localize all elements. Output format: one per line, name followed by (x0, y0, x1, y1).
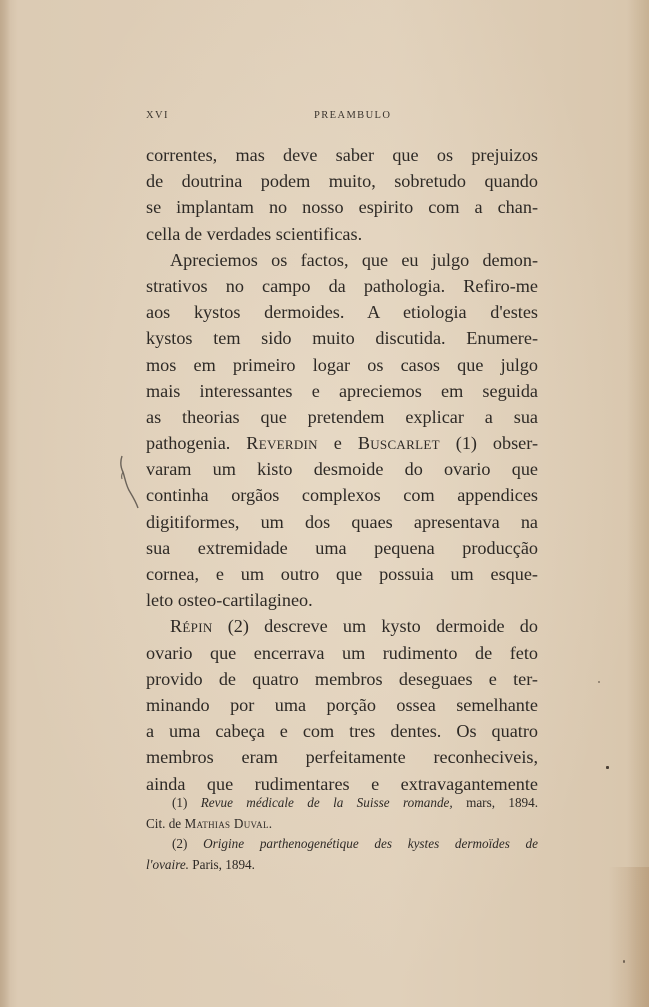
text-fragment: (1) obser- (455, 433, 538, 454)
text-line: as theorias que pretendem explicar a sua (146, 406, 538, 427)
text-line: kystos tem sido muito discutida. Enumere- (146, 328, 538, 349)
text-line (146, 613, 538, 639)
text-line: correntes, mas deve saber que os prejuizos (146, 145, 538, 165)
footnote-1 (146, 793, 538, 814)
footnote-1-cont (146, 814, 538, 835)
text-line: digitiformes, um dos quaes apresentava na (146, 511, 538, 532)
text-line: aos kystos dermoides. A etiologia d'estes (146, 302, 538, 323)
footnote-marker: (1) (172, 795, 188, 810)
page-number: XVI (146, 110, 169, 121)
footnote-author: Mathias Duval. (184, 815, 273, 831)
text-line: provido de quatro membros deseguaes e ter- (146, 668, 538, 689)
footnote-journal-title: Revue médicale de la Suisse romande, (200, 795, 453, 810)
text-line: varam um kisto desmoide do ovario que (146, 459, 538, 480)
text-fragment: e (333, 433, 342, 454)
footnote-2 (146, 834, 538, 855)
text-line: mais interessantes e apreciemos em seguida (146, 380, 538, 401)
footnote-place-date: Paris, 1894. (192, 856, 255, 872)
text-line: a uma cabeça e com tres dentes. Os quatro (146, 721, 538, 742)
text-line: continha orgãos complexos com appendices (146, 485, 538, 506)
footnote-work-title: Origine parthenogenétique des kystes dermoïdes de (203, 836, 539, 851)
footnote-marker: (2) (172, 836, 188, 851)
text-fragment: pathogenia. (146, 433, 231, 454)
footnote-work-title-end: l'ovaire. (146, 856, 189, 872)
author-name-repin: Répin (170, 616, 213, 637)
section-title: PREAMBULO (314, 110, 392, 121)
page-gutter-shadow (0, 0, 10, 1007)
text-line: mos em primeiro logar os casos que julgo (146, 354, 538, 375)
text-line: Apreciemos os factos, que eu julgo demon- (170, 249, 538, 270)
body-text (146, 142, 538, 797)
text-line: ainda que rudimentares e extravagantemente (146, 773, 538, 794)
text-line: leto osteo-cartilagineo. (146, 590, 313, 611)
text-line: membros eram perfeitamente reconheciveis, (146, 747, 538, 768)
text-fragment: (2) descreve um kysto dermoide do (227, 616, 538, 637)
text-line: sua extremidade uma pequena producção (146, 537, 538, 558)
footnote-citation: Cit. de (146, 815, 182, 831)
text-line: minando por uma porção ossea semelhante (146, 694, 538, 715)
text-line: de doutrina podem muito, sobretudo quando (146, 171, 538, 192)
paper-speck (623, 960, 625, 963)
page-edge-shadow (627, 0, 649, 1007)
paper-speck (606, 766, 609, 769)
text-line: ovario que encerrava um rudimento de feto (146, 642, 538, 663)
margin-pencil-mark (112, 452, 142, 512)
text-line (146, 430, 538, 456)
author-name-reverdin: Reverdin (246, 433, 318, 454)
page-corner-stain (609, 867, 649, 1007)
running-head (146, 110, 536, 124)
footnote-2-cont (146, 855, 538, 876)
text-line: strativos no campo da pathologia. Refiro-me (146, 275, 538, 296)
author-name-buscarlet: Buscarlet (357, 433, 440, 454)
footnote-date: mars, 1894. (466, 795, 539, 810)
paper-speck (598, 681, 600, 683)
text-line: se implantam no nosso espirito com a chan- (146, 197, 538, 218)
text-line: cella de verdades scientificas. (146, 223, 363, 244)
text-line: cornea, e um outro que possuia um esque- (146, 564, 538, 584)
footnotes (146, 793, 538, 875)
